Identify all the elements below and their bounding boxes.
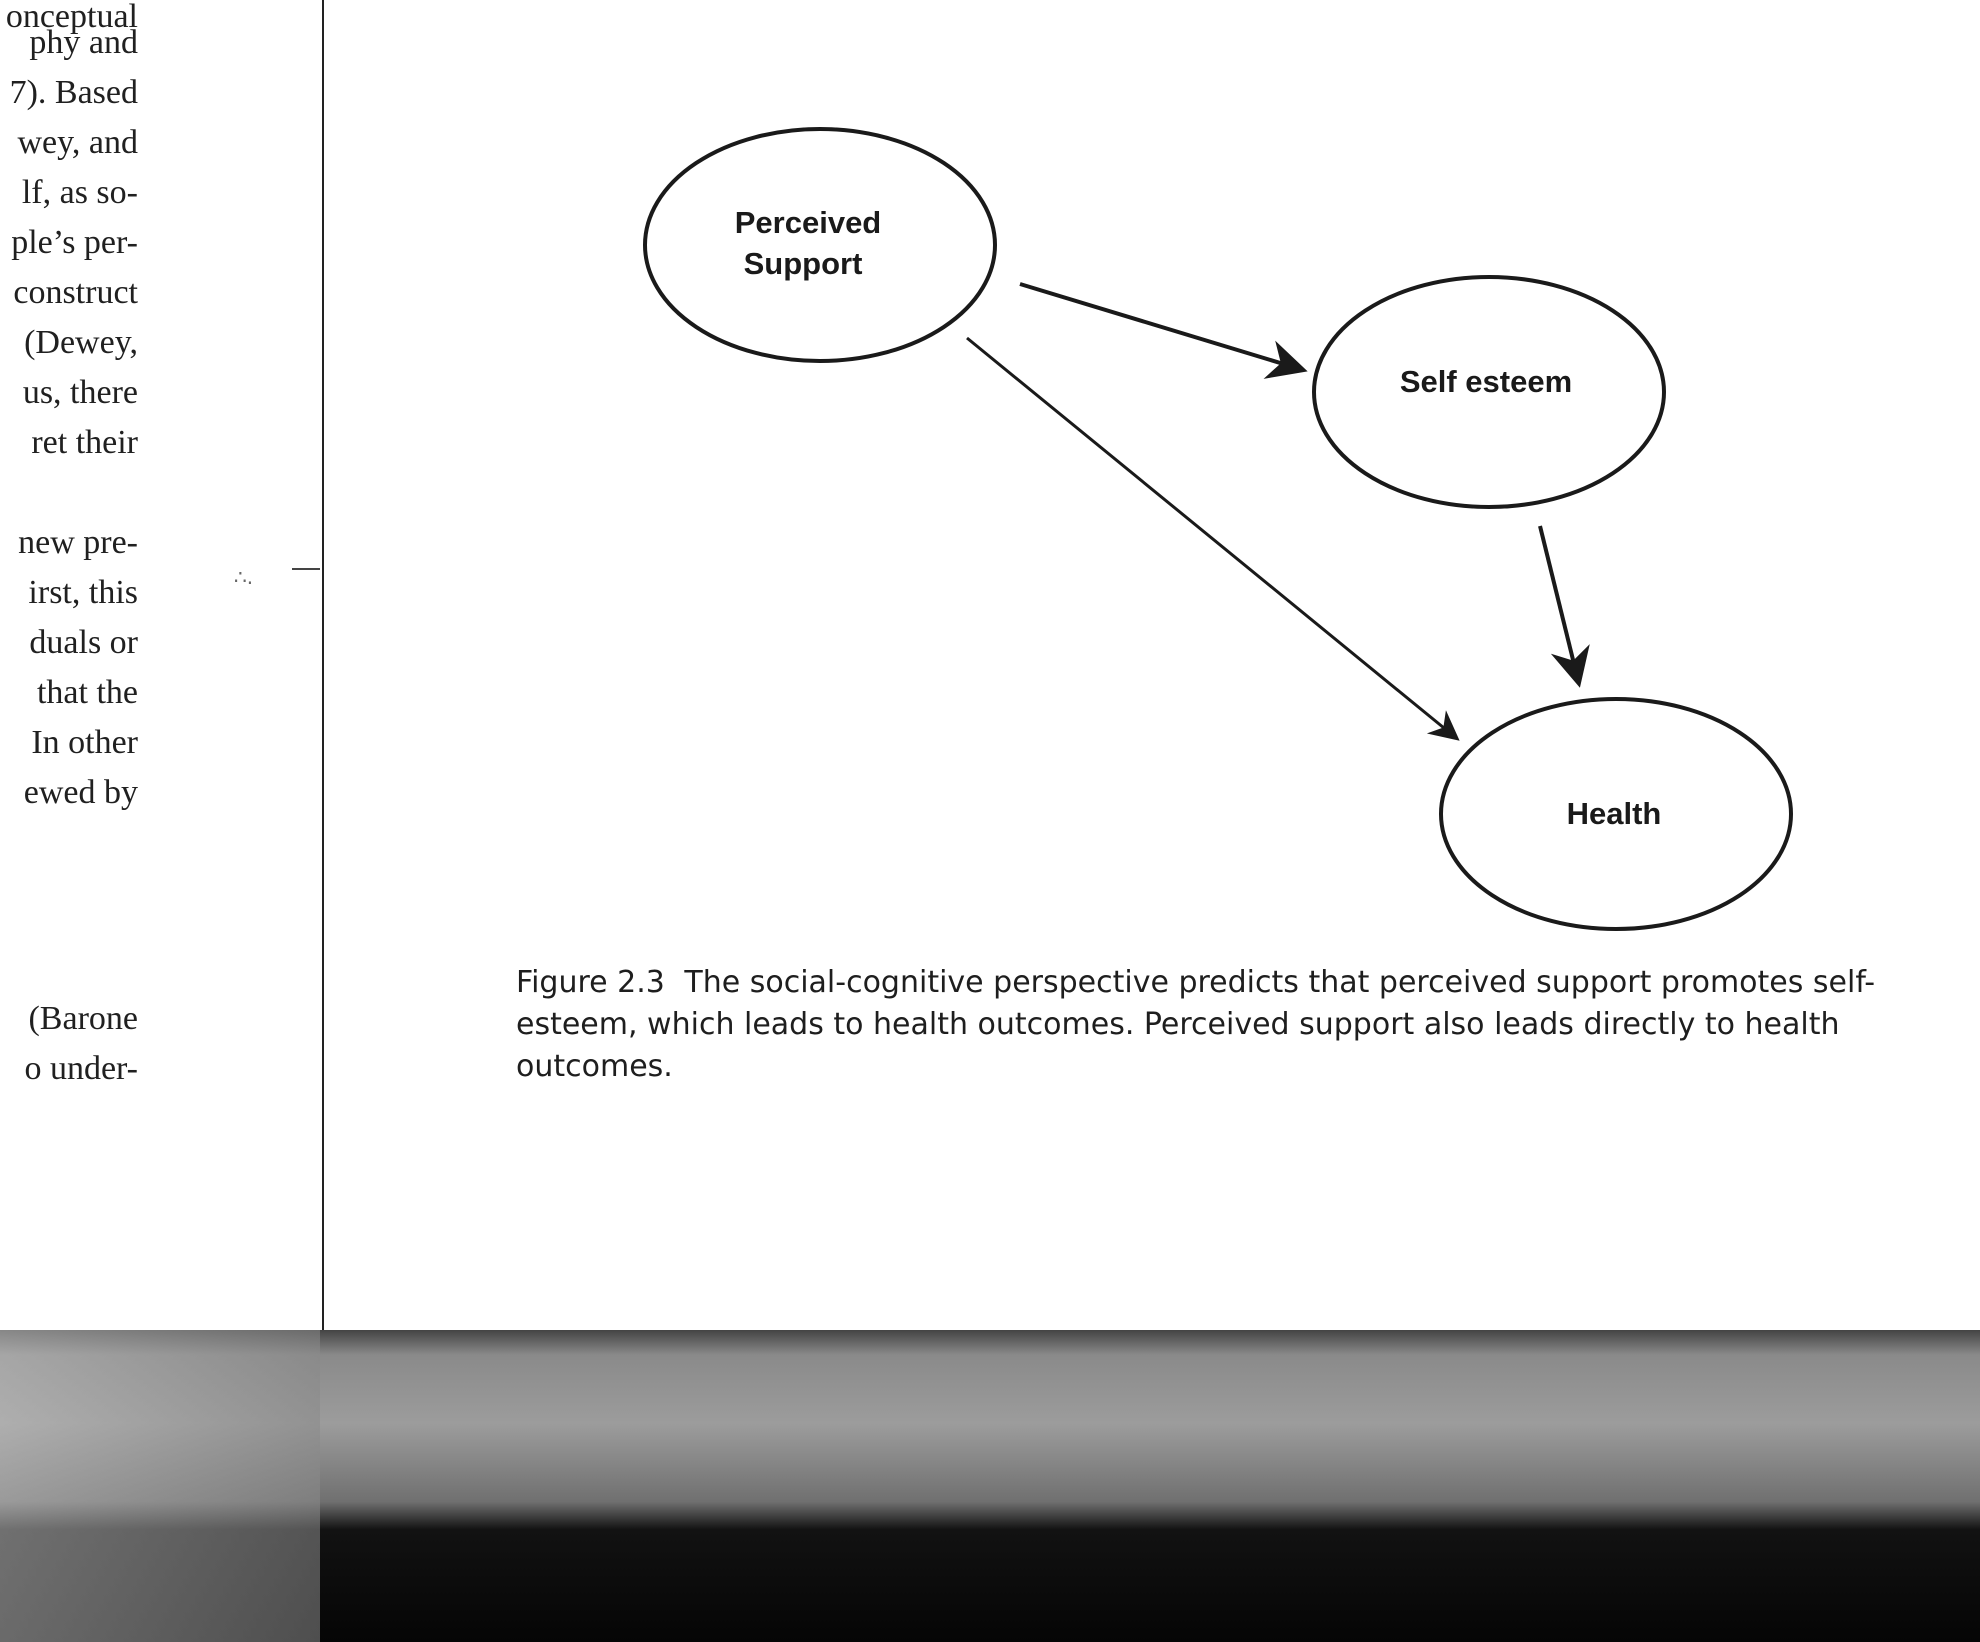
health-node	[1441, 699, 1791, 929]
left-line: duals or	[29, 624, 138, 661]
left-line: wey, and	[17, 124, 138, 161]
scan-dark-border	[0, 1330, 1980, 1642]
self-esteem-label: Self esteem	[1399, 364, 1573, 399]
scan-smudge: ∴.	[234, 565, 254, 589]
left-line: ple’s per-	[11, 224, 138, 261]
perceived-support-label-line-2: Support	[743, 246, 863, 281]
edge-support-to-self-esteem	[1020, 284, 1300, 369]
left-line: (Barone	[28, 1000, 138, 1037]
self-esteem-node	[1314, 277, 1664, 507]
edge-self-esteem-to-health	[1540, 526, 1578, 680]
left-line: onceptual	[5, 0, 138, 35]
left-line: (Dewey,	[24, 324, 138, 361]
perceived-support-node	[645, 129, 995, 361]
figure-caption-text: The social-cognitive perspective predicts that perceived support promotes self-esteem, which leads to health outcomes. Perceived support also leads directly to health outcomes.	[516, 965, 1876, 1084]
left-line: ret their	[31, 424, 138, 461]
edge-support-to-health	[967, 338, 1455, 737]
left-line: construct	[13, 274, 138, 311]
scan-shadow	[0, 1330, 320, 1642]
figure-caption	[516, 962, 1906, 1088]
left-line: phy and	[29, 24, 138, 61]
left-line: that the	[36, 674, 138, 711]
left-line: ewed by	[23, 774, 138, 811]
left-line: lf, as so-	[21, 174, 138, 211]
left-line: o under-	[24, 1050, 138, 1087]
health-label: Health	[1566, 796, 1662, 831]
perceived-support-label-line-1: Perceived	[734, 205, 882, 240]
left-line: irst, this	[28, 574, 138, 611]
left-line: new pre-	[18, 524, 138, 561]
figure-number: Figure 2.3	[516, 965, 665, 1000]
left-line: us, there	[22, 374, 138, 411]
left-line: 7). Based	[9, 74, 138, 111]
left-line: In other	[31, 724, 138, 761]
